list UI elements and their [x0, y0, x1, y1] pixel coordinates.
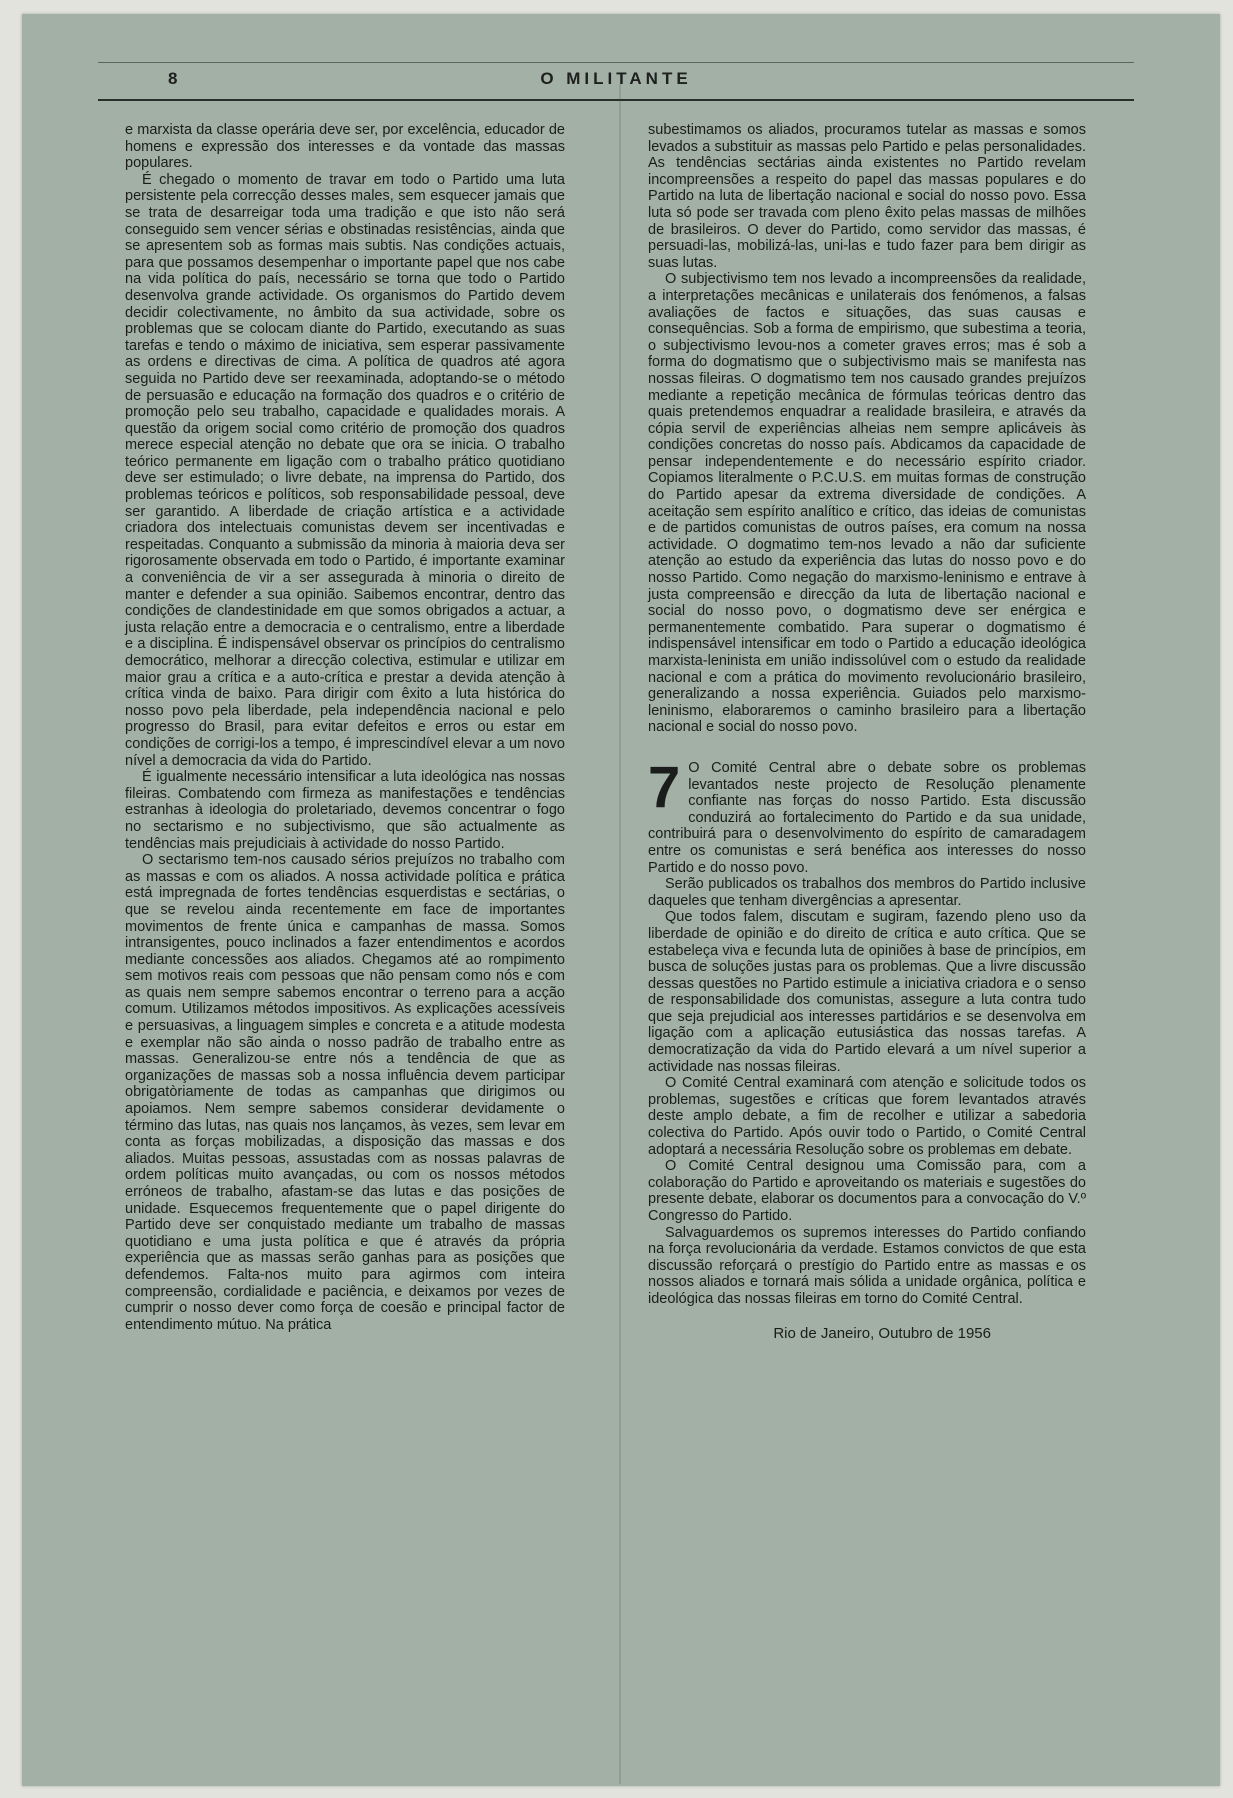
section-7: [648, 754, 1086, 1342]
paragraph: O sectarismo tem-nos causado sérios prejuízos no trabalho com as massas e com os aliados. A nossa actividade política e prática está impregnada de fortes tendências esquerdistas e sectárias, o que se revelou ainda recentemente em face de importantes movimentos de frente única e campanhas de massa. Somos intransigentes, pouco inclinados a fazer entendimentos e acordos mediante concessões aos aliados. Chegamos até ao rompimento sem motivos reais com pessoas que não pensam como nós e com as quais nem sempre sabemos encontrar o terreno para a acção comum. Utilizamos métodos impositivos. As explicações acessíveis e persuasivas, a linguagem simples e concreta e a atitude modesta e exemplar não são ainda o nosso padrão de trabalho entre as massas. Generalizou-se entre nós a tendência de que as organizações de massas sob a nossa influência devem participar obrigatòriamente de todas as campanhas que dirigimos ou apoiamos. Nem sempre sabemos considerar devidamente o término das lutas, nas quais nos lançamos, às vezes, sem levar em conta as forças mobilizadas, a disposição das massas e dos aliados. Muitas pessoas, assustadas com as nossas palavras de ordem políticas muito avançadas, ou com os nossos métodos erróneos de trabalho, afastam-se das lutas e das posições de unidade. Esquecemos frequentemente que o papel dirigente do Partido deve ser conquistado mediante um trabalho de massas quotidiano e uma justa política e que é através da própria experiência que as massas serão ganhas para as posições que defendemos. Falta-nos muito para agirmos com inteira compreensão, cordialidade e paciência, e deixamos por vezes de cumprir o nosso dever como força de coesão e principal factor de entendimento mútuo. Na prática: [125, 852, 565, 1333]
paragraph: e marxista da classe operária deve ser, por excelência, educador de homens e expressão dos interesses e da vontade das massas populares.: [125, 122, 565, 172]
paragraph: É chegado o momento de travar em todo o Partido uma luta persistente pela correcção desses males, sem esquecer jamais que se trata de desarreigar toda uma tradição e que isto não será conseguido sem vencer sérias e obstinadas resistências, ainda que se apresentem sob as formas mais subtis. Nas condições actuais, para que possamos desempenhar o importante papel que nos cabe na vida política do país, necessário se torna que todo o Partido desenvolva grande actividade. Os organismos do Partido devem decidir colectivamente, no âmbito da sua actividade, sobre os problemas que se colocam diante do Partido, executando as suas tarefas e tendo o máximo de iniciativa, sem esperar passivamente as ordens e directivas de cima. A política de quadros até agora seguida no Partido deve ser reexaminada, adoptando-se o método de persuasão e educação na formação dos quadros e o critério de promoção pelo seu trabalho, capacidade e qualidades morais. A questão da origem social como critério de promoção dos quadros merece especial atenção no debate que ora se inicia. O trabalho teórico permanente em ligação com o trabalho prático quotidiano deve ser estimulado; o livre debate, na imprensa do Partido, dos problemas teóricos e políticos, sob responsabilidade pessoal, deve ser garantido. A liberdade de criação artística e a actividade criadora dos intelectuais comunistas devem ser incentivadas e respeitadas. Conquanto a submissão da minoria à maioria deva ser rigorosamente observada em todo o Partido, é importante examinar a conveniência de vir a ser assegurada à minoria o direito de manter e defender a sua opinião. Saibemos encontrar, dentro das condições de clandestinidade em que somos obrigados a actuar, a justa relação entre a democracia e o centralismo, entre a liberdade e a disciplina. É indispensável observar os princípios do centralismo democrático, melhorar a direcção colectiva, estimular e utilizar em maior grau a crítica e a auto-crítica e prestar a devida atenção à crítica vinda de baixo. Para dirigir com êxito a luta histórica do nosso povo pela liberdade, pela independência nacional e pelo progresso do Brasil, para evitar defeitos e erros ou estar em condições de corrigi-los a tempo, é imprescindível elevar a um novo nível a democracia da vida do Partido.: [125, 171, 565, 769]
paragraph: O Comité Central abre o debate sobre os problemas levantados neste projecto de Resolução plenamente confiante nas forças do nosso Partido. Esta discussão conduzirá ao fortalecimento do Partido e da sua unidade, contribuirá para o desenvolvimento do espírito de camaradagem entre os comunistas e será benéfica aos interesses do nosso Partido e do nosso povo.: [648, 759, 1086, 876]
page-number: 8: [168, 69, 178, 88]
paragraph: Salvaguardemos os supremos interesses do Partido confiando na força revolucionária da verdade. Estamos convictos de que esta discussão reforçará o prestígio do Partido entre as massas e os nossos aliados e tornará mais sólida a unidade orgânica, política e ideológica das nossas fileiras em torno do Comité Central.: [648, 1224, 1086, 1307]
paragraph: É igualmente necessário intensificar a luta ideológica nas nossas fileiras. Combatendo com firmeza as manifestações e tendências estranhas à ideologia do proletariado, devemos concentrar o fogo no sectarismo e no subjectivismo, que são actualmente as tendências mais prejudiciais à actividade do nosso Partido.: [125, 769, 565, 852]
paragraph: Serão publicados os trabalhos dos membros do Partido inclusive daqueles que tenham divergências a apresentar.: [648, 876, 1086, 909]
signature-date: Rio de Janeiro, Outubro de 1956: [773, 1324, 991, 1342]
page-header: [98, 62, 1134, 101]
paragraph: subestimamos os aliados, procuramos tutelar as massas e somos levados a substituir as massas pelo Partido e pelas personalidades. As tendências sectárias ainda existentes no Partido revelam incompreensões a respeito do papel das massas populares e do Partido na luta de libertação nacional e social do nosso povo. Essa luta só pode ser travada com pleno êxito pelas massas de milhões de brasileiros. O dever do Partido, como servidor das massas, é persuadi-las, mobilizá-las, uni-las e tudo fazer para bem dirigir as suas lutas.: [648, 122, 1086, 271]
paragraph: O subjectivismo tem nos levado a incompreensões da realidade, a interpretações mecânicas e unilaterais dos fenómenos, a falsas avaliações de factos e situações, das suas causas e consequências. Sob a forma de empirismo, que subestima a teoria, o subjectivismo levou-nos a cometer graves erros; mas é sob a forma do dogmatismo que o subjectivismo mais se manifesta nas nossas fileiras. O dogmatismo tem nos causado grandes prejuízos mediante a repetição mecânica de fórmulas teóricas dentro das quais pretendemos enquadrar a realidade brasileira, e através da cópia servil de experiências alheias nem sempre aplicáveis às condições concretas do nosso país. Abdicamos da capacidade de pensar independentemente e do necessário espírito criador. Copiamos literalmente o P.C.U.S. em muitas formas de construção do Partido apesar da extrema diversidade de condições. A aceitação sem espírito analítico e crítico, das ideias de comunistas e de partidos comunistas de outros países, era comum na nossa actividade. O dogmatimo tem-nos levado a não dar suficiente atenção ao estudo da experiência das lutas do nosso povo e do nosso Partido. Como negação do marxismo-leninismo e entrave à justa compreensão e direcção da luta de libertação nacional e social do nosso povo, o dogmatismo deve ser enérgica e permanentemente combatido. Para superar o dogmatismo é indispensável intensificar em todo o Partido a educação ideológica marxista-leninista em união indissolúvel com o estudo da realidade nacional e com a prática do movimento revolucionário brasileiro, generalizando a nossa experiência. Guiados pelo marxismo-leninismo, elaboraremos o caminho brasileiro para a libertação nacional e social do nosso povo.: [648, 271, 1086, 736]
newspaper-page: [22, 14, 1220, 1786]
publication-title: O MILITANTE: [540, 69, 692, 88]
section-number: 7: [648, 754, 681, 820]
paragraph: O Comité Central designou uma Comissão para, com a colaboração do Partido e aproveitando os materiais e sugestões do presente debate, elaborar os documentos para a convocação do V.º Congresso do Partido.: [648, 1158, 1086, 1224]
paragraph: Que todos falem, discutam e sugiram, fazendo pleno uso da liberdade de opinião e do direito de crítica e auto crítica. Que se estabeleça viva e fecunda luta de opiniões à base de princípios, em busca de soluções justas para os problemas. Que a livre discussão dessas questões no Partido estimule a iniciativa criadora e o senso de responsabilidade dos comunistas, assegure a luta contra tudo que seja prejudicial aos interesses partidários e se desenvolva em ligação com a aplicação eutusiástica das nossas tarefas. A democratização da vida do Partido elevará a um nível superior a actividade nas nossas fileiras.: [648, 909, 1086, 1075]
left-column: [125, 122, 565, 1333]
right-column: [648, 122, 1086, 1342]
paragraph: O Comité Central examinará com atenção e solicitude todos os problemas, sugestões e críticas que forem levantados através deste amplo debate, a fim de recolher e utilizar a sabedoria colectiva do Partido. Após ouvir todo o Partido, o Comité Central adoptará a necessária Resolução sobre os problemas em debate.: [648, 1075, 1086, 1158]
